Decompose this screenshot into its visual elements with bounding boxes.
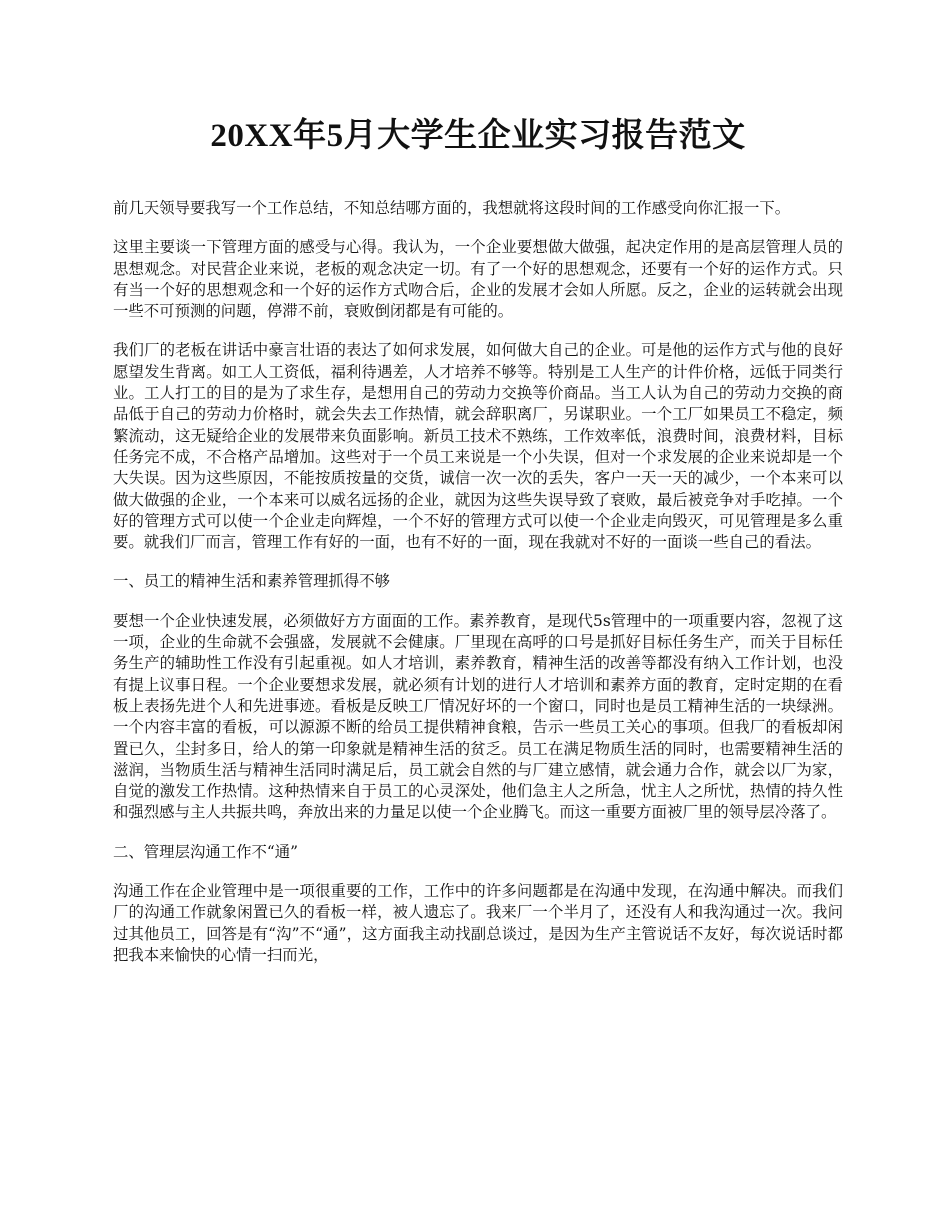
document-title: 20XX年5月大学生企业实习报告范文 <box>210 118 746 154</box>
paragraph-spiritual-life: 要想一个企业快速发展，必须做好方方面面的工作。素养教育，是现代5s管理中的一项重要内容，忽视了这一项，企业的生命就不会强盛，发展就不会健康。厂里现在高呼的口号是抓好目标任务生产，而关于目标任务生产的辅助性工作没有引起重视。如人才培训，素养教育，精神生活的改善等都没有纳入工作计划，也没有提上议事日程。一个企业要想求发展，就必须有计划的进行人才培训和素养方面的教育，定时定期的在看板上表扬先进个人和先进事迹。看板是反映工厂情况好坏的一个窗口，同时也是员工精神生活的一块绿洲。一个内容丰富的看板，可以源源不断的给员工提供精神食粮，告示一些员工关心的事项。但我厂的看板却闲置已久，尘封多日，给人的第一印象就是精神生活的贫乏。员工在满足物质生活的同时，也需要精神生活的滋润，当物质生活与精神生活同时满足后，员工就会自然的与厂建立感情，就会通力合作，就会以厂为家，自觉的激发工作热情。这种热情来自于员工的心灵深处，他们急主人之所急，忧主人之所忧，热情的持久性和强烈感与主人共振共鸣，奔放出来的力量足以使一个企业腾飞。而这一重要方面被厂里的领导层冷落了。 <box>113 611 843 822</box>
paragraph-management-views: 这里主要谈一下管理方面的感受与心得。我认为，一个企业要想做大做强，起决定作用的是高层管理人员的思想观念。对民营企业来说，老板的观念决定一切。有了一个好的思想观念，还要有一个好的运作方式。只有当一个好的思想观念和一个好的运作方式吻合后，企业的发展才会如人所愿。反之，企业的运转就会出现一些不可预测的问题，停滞不前，衰败倒闭都是有可能的。 <box>113 238 843 321</box>
section-heading-2: 二、管理层沟通工作不“通” <box>113 842 299 861</box>
paragraph-communication: 沟通工作在企业管理中是一项很重要的工作，工作中的许多问题都是在沟通中发现，在沟通中解决。而我们厂的沟通工作就象闲置已久的看板一样，被人遗忘了。我来厂一个半月了，还没有人和我沟通过一次。我问过其他员工，回答是有“沟”不“通”，这方面我主动找副总谈过，是因为生产主管说话不友好，每次说话时都把我本来愉快的心情一扫而光， <box>113 882 843 964</box>
paragraph-intro: 前几天领导要我写一个工作总结，不知总结哪方面的，我想就将这段时间的工作感受向你汇报一下。 <box>113 199 791 217</box>
document-page <box>113 112 843 984</box>
section-heading-1: 一、员工的精神生活和素养管理抓得不够 <box>113 572 391 591</box>
paragraph-factory-boss: 我们厂的老板在讲话中豪言壮语的表达了如何求发展，如何做大自己的企业。可是他的运作方式与他的良好愿望发生背离。如工人工资低，福利待遇差，人才培养不够等。特别是工人生产的计件价格，远低于同类行业。工人打工的目的是为了求生存，是想用自己的劳动力交换等价商品。当工人认为自己的劳动力交换的商品低于自己的劳动力价格时，就会失去工作热情，就会辞职离厂，另谋职业。一个工厂如果员工不稳定，频繁流动，这无疑给企业的发展带来负面影响。新员工技术不熟练，工作效率低，浪费时间，浪费材料，目标任务完不成，不合格产品增加。这些对于一个员工来说是一个小失误，但对一个求发展的企业来说却是一个大失误。因为这些原因，不能按质按量的交货，诚信一次一次的丢失，客户一天一天的减少，一个本来可以做大做强的企业，一个本来可以威名远扬的企业，就因为这些失误导致了衰败，最后被竞争对手吃掉。一个好的管理方式可以使一个企业走向辉煌，一个不好的管理方式可以使一个企业走向毁灭，可见管理是多么重要。就我们厂而言，管理工作有好的一面，也有不好的一面，现在我就对不好的一面谈一些自己的看法。 <box>113 341 843 552</box>
